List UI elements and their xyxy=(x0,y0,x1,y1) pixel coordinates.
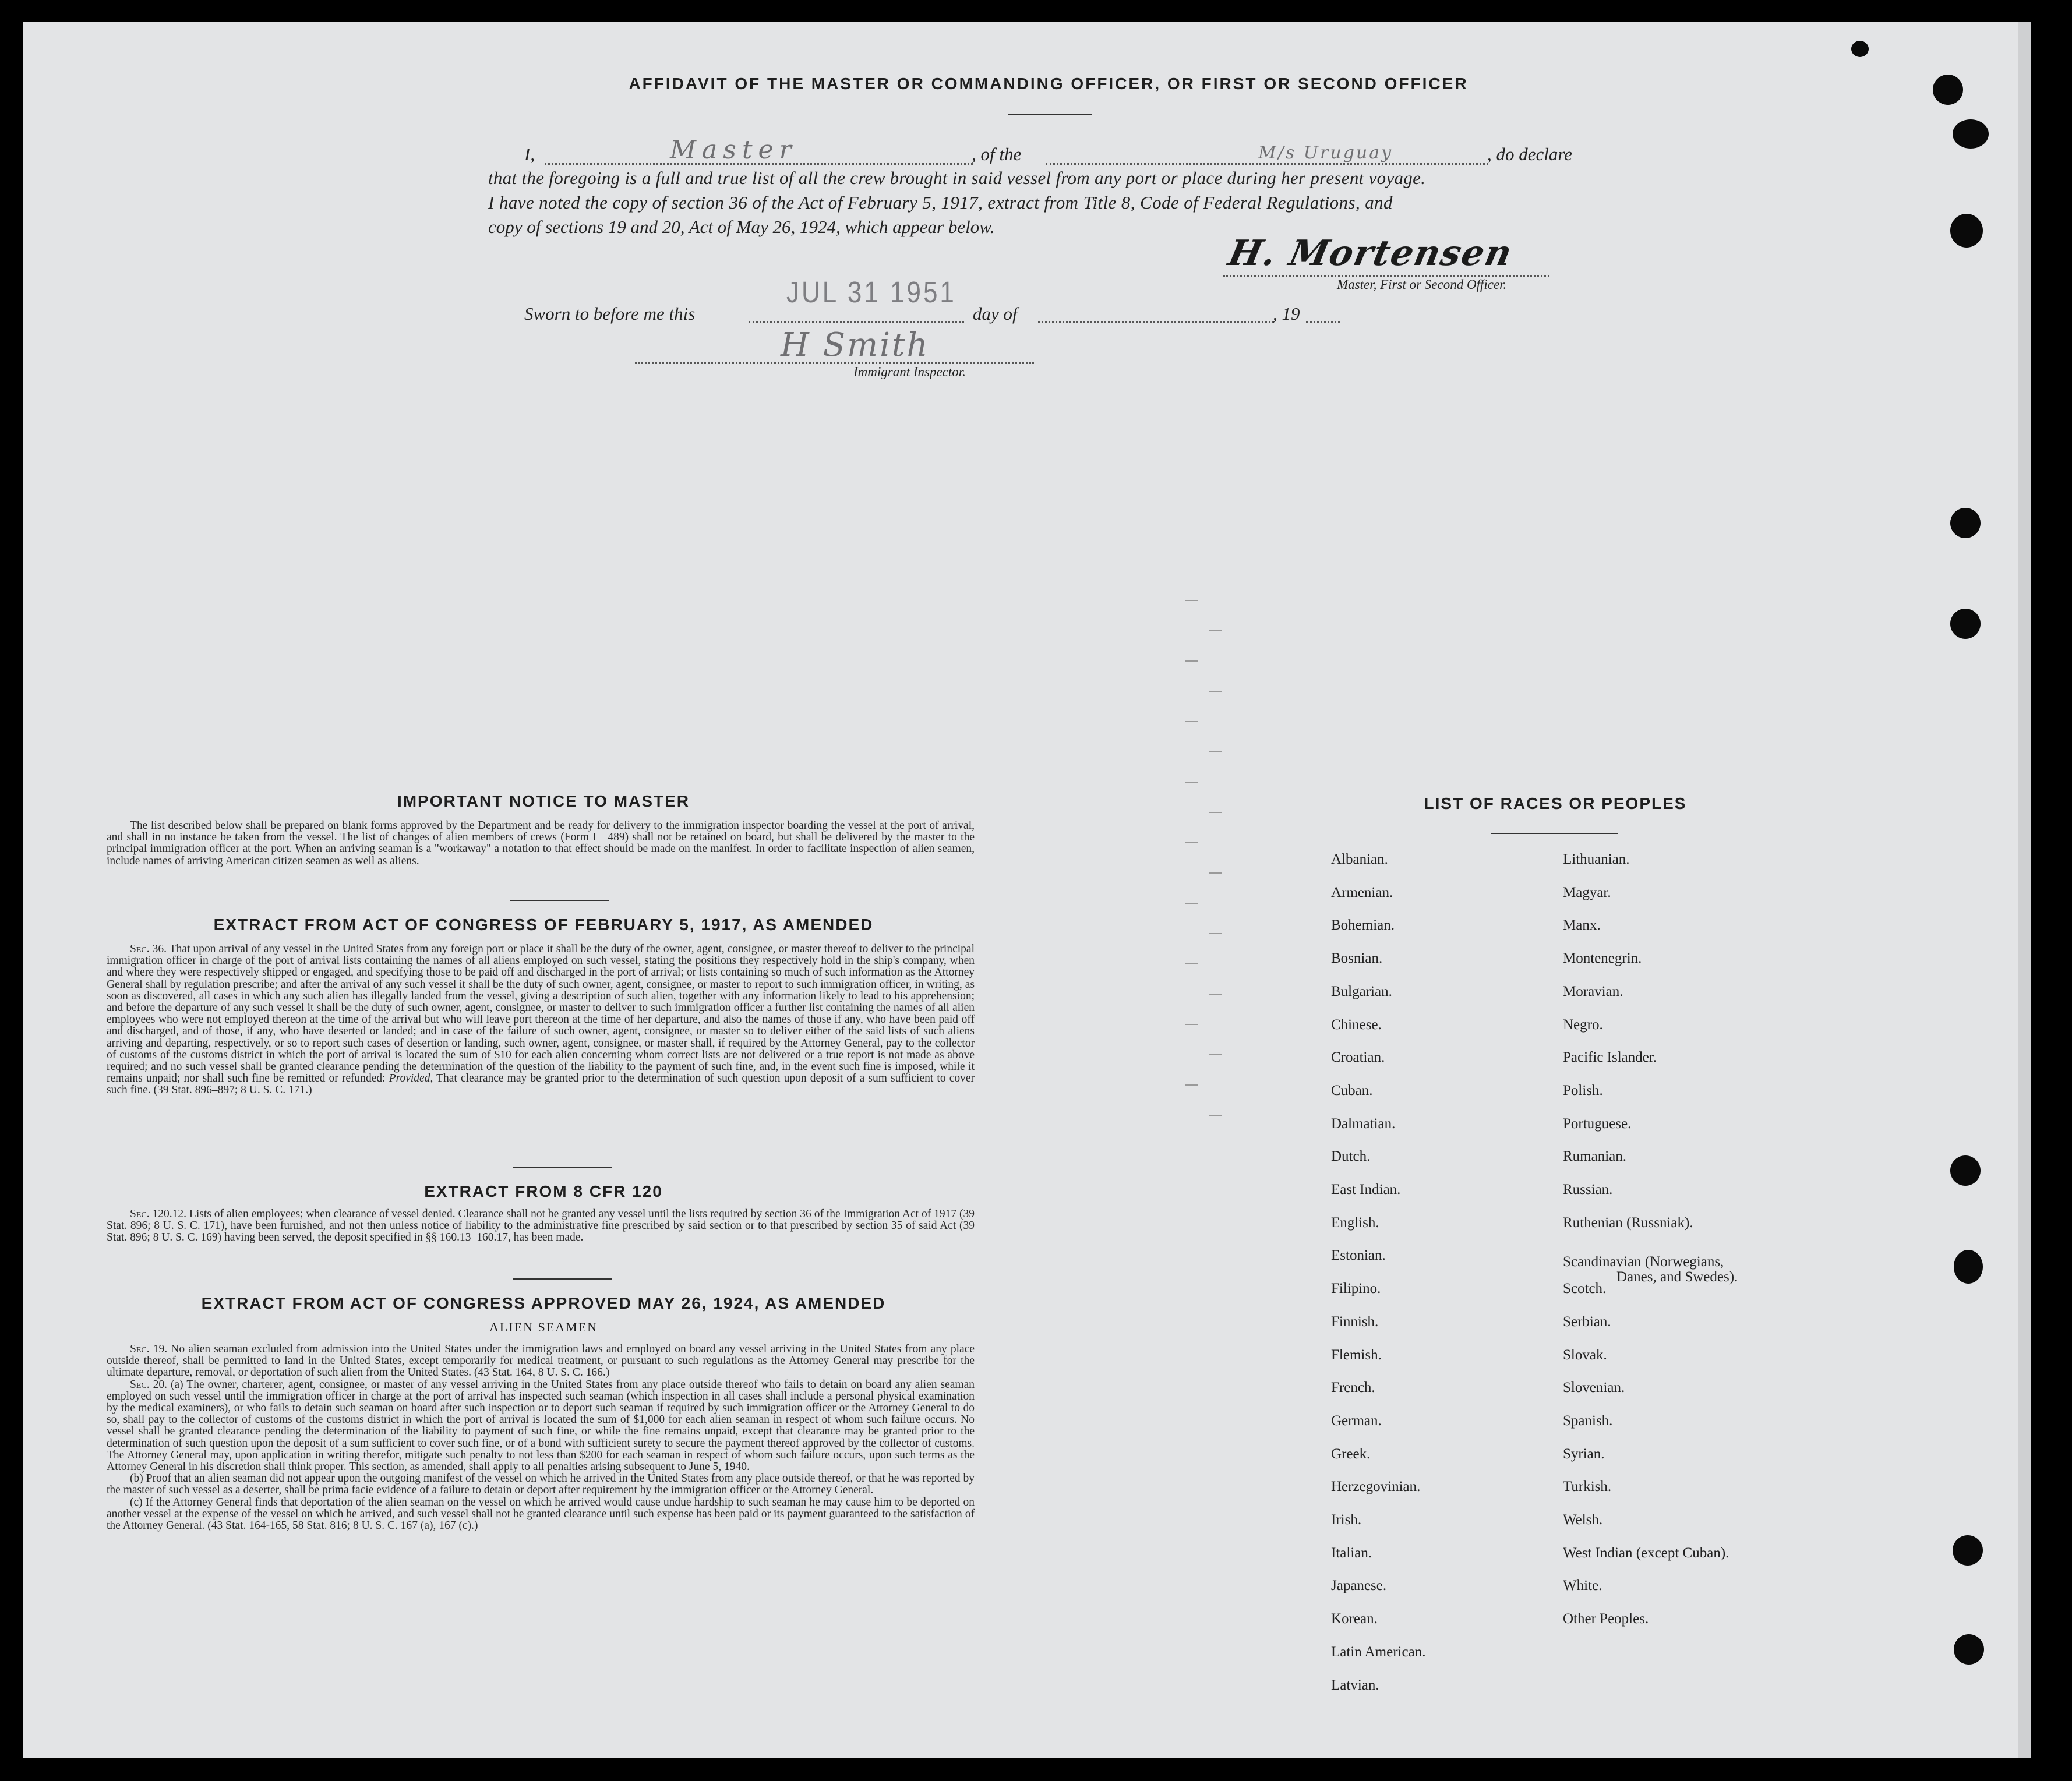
divider xyxy=(513,1167,612,1168)
section-number: Sec. 36. xyxy=(130,943,167,955)
race-item: West Indian (except Cuban). xyxy=(1563,1545,1729,1561)
binder-hole xyxy=(1953,119,1989,149)
inspector-signature: H Smith xyxy=(781,326,930,364)
race-item: Polish. xyxy=(1563,1082,1603,1098)
divider xyxy=(513,1278,612,1280)
section-number: Sec. 20. xyxy=(130,1378,168,1391)
race-item: Estonian. xyxy=(1331,1248,1386,1264)
race-item: Serbian. xyxy=(1563,1313,1611,1330)
year-blank xyxy=(1306,321,1340,323)
fold-mark xyxy=(1185,600,1198,601)
race-item: Turkish. xyxy=(1563,1479,1612,1495)
of-the-label: , of the xyxy=(972,144,1022,164)
race-item: Portuguese. xyxy=(1563,1115,1632,1132)
extract-1917-text xyxy=(107,943,975,1097)
divider xyxy=(1491,833,1618,834)
race-item: White. xyxy=(1563,1578,1602,1594)
notice-title: IMPORTANT NOTICE TO MASTER xyxy=(397,792,690,810)
master-caption: Master, First or Second Officer. xyxy=(1337,277,1507,292)
race-item: Latin American. xyxy=(1331,1644,1426,1660)
sec19-body: No alien seaman excluded from admission into the United States under the immigration laws and employed on board any vessel arriving in the United States from any place outside thereof, shall be permitted to land in the United States, except temporarily for medical treatment, or pursuant to such regulations as the Attorney General may prescribe for the ultimate departure, removal, or deportation of such alien from the United States. (43 Stat. 164, 8 U. S. C. 166.) xyxy=(107,1343,975,1379)
race-item: German. xyxy=(1331,1412,1382,1429)
race-item: Slovenian. xyxy=(1563,1380,1625,1396)
alien-seamen-subtitle: ALIEN SEAMEN xyxy=(489,1320,598,1334)
notice-body: The list described below shall be prepared on blank forms approved by the Department and be ready for delivery to the immigration inspector boarding the vessel at the port of arrival, and shall in no instance be taken from the vessel. The list of changes of alien members of crews (Form I—489) shall not be retained on board, but shall be delivered by the master to the principal immigration officer at the port. When an arriving seaman is a "workaway" a notation to that effect should be made on the manifest. In order to facilitate inspection of alien seamen, include names of arriving American citizen seamen as well as aliens. xyxy=(107,819,975,867)
vessel-name-handwritten: M/s Uruguay xyxy=(1258,143,1393,163)
divider xyxy=(1008,114,1092,115)
race-item: Manx. xyxy=(1563,917,1601,934)
declaration-line-4: copy of sections 19 and 20, Act of May 26, 1924, which appear below. xyxy=(488,217,995,237)
divider xyxy=(510,900,609,901)
race-item: Danes, and Swedes). xyxy=(1616,1269,1738,1285)
declaration-line-3: I have noted the copy of section 36 of the Act of February 5, 1917, extract from Title 8, Code of Federal Regulations, and xyxy=(488,192,1393,213)
binder-hole xyxy=(1950,1155,1981,1186)
race-item: Magyar. xyxy=(1563,884,1611,900)
proviso-label: Provided, xyxy=(389,1072,433,1085)
race-item: Dalmatian. xyxy=(1331,1115,1396,1132)
fold-mark xyxy=(1185,782,1198,783)
race-item: Scandinavian (Norwegians, xyxy=(1563,1254,1724,1270)
race-item: Pacific Islander. xyxy=(1563,1049,1657,1066)
fold-mark xyxy=(1209,691,1222,692)
race-item: Armenian. xyxy=(1331,884,1393,900)
fold-mark xyxy=(1209,812,1222,813)
fold-mark xyxy=(1209,872,1222,874)
race-item: Welsh. xyxy=(1563,1512,1603,1528)
sec20b-body: (b) Proof that an alien seaman did not appear upon the outgoing manifest of the vessel on which he arrived in the United States from any place outside thereof, or that he was reported by the master of such vessel as a deserter, shall be prima facie evidence of a failure to detain or deport after requirement by the immigration officer or the Attorney General. xyxy=(107,1472,975,1497)
races-title: LIST OF RACES OR PEOPLES xyxy=(1424,794,1687,812)
extract-1924-text xyxy=(107,1344,975,1532)
race-item: Finnish. xyxy=(1331,1313,1379,1330)
extract-1924-title: EXTRACT FROM ACT OF CONGRESS APPROVED MAY 26, 1924, AS AMENDED xyxy=(201,1294,886,1312)
date-stamp: JUL 31 1951 xyxy=(786,276,956,309)
race-item: English. xyxy=(1331,1214,1379,1231)
declaration-line-2: that the foregoing is a full and true list of all the crew brought in said vessel from any port or place during her present voyage. xyxy=(488,168,1426,188)
binder-hole xyxy=(1950,214,1983,248)
sworn-label: Sworn to before me this xyxy=(524,303,696,324)
race-item: Chinese. xyxy=(1331,1016,1382,1033)
binder-hole xyxy=(1954,1634,1984,1665)
fold-mark xyxy=(1185,842,1198,843)
fold-mark xyxy=(1209,1115,1222,1116)
extract-1917-body: That upon arrival of any vessel in the United States from any foreign port or place it shall be the duty of the owner, agent, consignee, or master thereof to deliver to the principal immigration officer in charge of the port of arrival lists containing the names of all aliens employed on such vessel, stating the positions they respectively hold in the ship's company, when and where they were respectively shipped or engaged, and specifying those to be paid off and discharged in the port of arrival; or lists containing so much of such information as the Attorney General shall by regulation prescribe; and after the arrival of any such vessel it shall be the duty of such owner, agent, consignee, or master to report to such immigration officer, in writing, as soon as discovered, all cases in which any such alien has illegally landed from the vessel, giving a description of such alien, together with any information likely to lead to his apprehension; and before the departure of any such vessel it shall be the duty of such owner, agent, consignee, or master to deliver to such immigration officer a further list containing the names of all alien employees who were not employed thereon at the time of the arrival but who will leave port thereon at the time of her departure, and also the names of those if any, who have been paid off and discharged, and of those, if any, who have deserted or landed; and in case of the failure of such owner, agent, consignee, or master so to deliver either of the said lists of such aliens arriving and departing, respectively, or so to report such cases of desertion or landing, such owner, agent, consignee, or master shall, if required by the Attorney General, pay to the collector of customs of the customs district in which the port of arrival is located the sum of $10 for each alien concerning whom correct lists are not delivered or a true report is not made as above required; and no such vessel shall be granted clearance pending the determination of the question of the liability to the payment of such fine, and, in the event such fine is imposed, while it remains unpaid; nor shall such fine be remitted or refunded: xyxy=(107,943,975,1085)
binder-hole xyxy=(1953,1535,1983,1566)
race-item: Scotch. xyxy=(1563,1281,1607,1297)
extract-1917-body-end: That clearance may be granted prior to the determination of such question upon deposit of a sum sufficient to cover such fine. (39 Stat. 896–897; 8 U. S. C. 171.) xyxy=(107,1072,975,1097)
race-item: Spanish. xyxy=(1563,1412,1613,1429)
race-item: Korean. xyxy=(1331,1611,1378,1627)
declarant-name-handwritten: Master xyxy=(670,135,797,165)
race-item: Croatian. xyxy=(1331,1049,1385,1066)
fold-mark xyxy=(1209,630,1222,631)
extract-cfr-title: EXTRACT FROM 8 CFR 120 xyxy=(424,1182,663,1200)
fold-mark xyxy=(1209,751,1222,752)
day-of-label: day of xyxy=(973,303,1018,324)
sworn-blank xyxy=(749,321,964,323)
binder-hole xyxy=(1950,609,1981,639)
inspector-signature-line xyxy=(635,362,1034,364)
race-item: Other Peoples. xyxy=(1563,1611,1649,1627)
race-item: Cuban. xyxy=(1331,1082,1373,1098)
race-item: Russian. xyxy=(1563,1182,1613,1197)
fold-mark xyxy=(1209,933,1222,934)
race-item: Syrian. xyxy=(1563,1446,1605,1462)
race-item: Filipino. xyxy=(1331,1281,1381,1297)
fold-mark xyxy=(1185,903,1198,904)
sec20a-body: (a) The owner, charterer, agent, consignee, or master of any vessel arriving in the United States from any place outside thereof who fails to detain on board any alien seaman employed on such vessel until the immigration officer in charge at the port of arrival has inspected such seaman (which inspection in all cases shall include a personal physical examination by the medical examiners), or who fails to detain such seaman on board after such inspection or to deport such seaman if required by such immigration officer or the Attorney General to do so, shall pay to the collector of customs of the customs district in which the port of arrival is located the sum of $1,000 for each alien seaman in respect of whom such failure occurs. No vessel shall be granted clearance pending the determination of the liability to payment of such fine, or while the fine remains unpaid, except that clearance may be granted prior to the determination of such question upon the deposit of a sum sufficient to cover such fine, or of a bond with sufficient surety to secure the payment thereof approved by the collector of customs. The Attorney General may, upon application in writing therefor, mitigate such penalty to not less than $200 for each seaman in respect of whom such failure occurs, upon such terms as the Attorney General in his discretion shall think proper. This section, as amended, shall apply to all penalties arising subsequent to June 5, 1940. xyxy=(107,1378,975,1473)
race-item: Herzegovinian. xyxy=(1331,1479,1421,1495)
race-item: Bohemian. xyxy=(1331,917,1395,934)
race-item: Japanese. xyxy=(1331,1578,1387,1594)
race-item: Lithuanian. xyxy=(1563,851,1630,867)
race-item: Flemish. xyxy=(1331,1347,1382,1363)
sec20c-body: (c) If the Attorney General finds that deportation of the alien seaman on the vessel on which he arrived would cause undue hardship to such seaman he may cause him to be deported on another vessel at the expense of the vessel on which he arrived, and such vessel shall not be granted clearance until such expense has been paid or its payment guaranteed to the satisfaction of the Attorney General. (43 Stat. 164-165, 58 Stat. 816; 8 U. S. C. 167 (a), 167 (c).) xyxy=(107,1496,975,1532)
race-item: French. xyxy=(1331,1380,1375,1396)
race-item: Slovak. xyxy=(1563,1347,1607,1363)
year-prefix: , 19 xyxy=(1273,303,1300,324)
declare-label: , do declare xyxy=(1487,144,1573,164)
extract-1917-title: EXTRACT FROM ACT OF CONGRESS OF FEBRUARY 5, 1917, AS AMENDED xyxy=(213,916,874,934)
master-signature: H. Mortensen xyxy=(1224,233,1517,274)
race-item: Greek. xyxy=(1331,1446,1371,1462)
race-item: Irish. xyxy=(1331,1512,1362,1528)
race-item: Rumanian. xyxy=(1563,1149,1627,1165)
corner-mark xyxy=(1851,41,1869,57)
race-item: Albanian. xyxy=(1331,851,1388,867)
notice-text xyxy=(107,820,975,867)
declarant-prefix: I, xyxy=(524,144,535,164)
month-blank xyxy=(1038,321,1274,323)
race-item: Moravian. xyxy=(1563,983,1623,999)
fold-mark xyxy=(1185,963,1198,964)
inspector-caption: Immigrant Inspector. xyxy=(853,365,966,379)
race-item: Italian. xyxy=(1331,1545,1372,1561)
race-item: Negro. xyxy=(1563,1016,1603,1033)
fold-mark xyxy=(1185,1084,1198,1086)
extract-cfr-body: Lists of alien employees; when clearance of vessel denied. Clearance shall not be granted any vessel until the lists required by section 36 of the Immigration Act of 1917 (39 Stat. 896; 8 U. S. C. 171), have been furnished, and not then unless notice of liability to the administrative fine prescribed by said section or to that prescribed by section 35 of said Act (39 Stat. 896; 8 U. S. C. 169) having been served, the deposit specified in §§ 160.13–160.17, has been made. xyxy=(107,1208,975,1244)
race-item: Dutch. xyxy=(1331,1149,1371,1165)
race-item: Montenegrin. xyxy=(1563,950,1642,967)
binder-hole xyxy=(1933,75,1963,105)
race-item: Latvian. xyxy=(1331,1677,1379,1693)
fold-mark xyxy=(1185,1024,1198,1025)
vessel-blank xyxy=(1046,163,1488,165)
affidavit-title: AFFIDAVIT OF THE MASTER OR COMMANDING OFFICER, OR FIRST OR SECOND OFFICER xyxy=(629,75,1469,93)
binder-hole xyxy=(1954,1250,1983,1284)
fold-mark xyxy=(1209,1054,1222,1055)
race-item: Ruthenian (Russniak). xyxy=(1563,1214,1693,1231)
race-item: Bulgarian. xyxy=(1331,983,1392,999)
fold-mark xyxy=(1185,660,1198,662)
binder-hole xyxy=(1950,508,1981,538)
fold-mark xyxy=(1209,994,1222,995)
race-item: Bosnian. xyxy=(1331,950,1383,967)
fold-mark xyxy=(1185,721,1198,722)
extract-cfr-text xyxy=(107,1208,975,1244)
race-item: East Indian. xyxy=(1331,1182,1401,1197)
section-number: Sec. 120.12. xyxy=(130,1208,187,1220)
section-number: Sec. 19. xyxy=(130,1343,168,1355)
